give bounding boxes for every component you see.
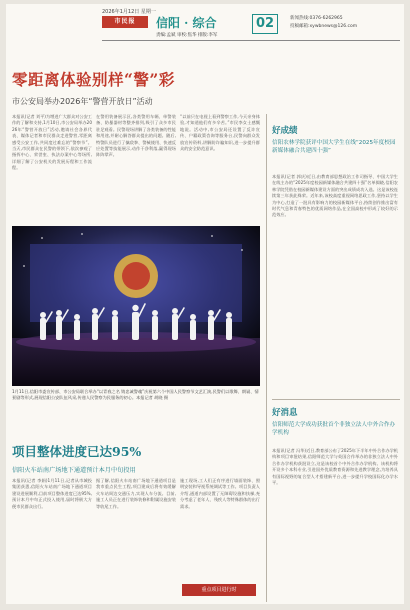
stage-scene-illustration [12,226,260,386]
page-number: 02 [252,14,278,34]
section-title: 信阳 · 综合 [156,16,217,30]
main-subheadline: 市公安局举办2026年“警营开放日”活动 [12,97,153,106]
right-column-divider [272,399,400,400]
good-results-heading: 好成绩 [272,126,298,136]
project-subheadline: 信阳火车站南广场地下通道预计本月中旬投用 [12,467,136,474]
good-news-article: 本报讯(记者 冯华)近日,教育部公布了2025年下半年中外合作办学机构和项目审批结果,信阳师范大学与英国合作举办的非独立法人中外合作办学机构获批设立,这是该校首个中外合作办学机构。该机构将开设多个本科专业,引进国外优质教育资源和先进教学理念,为培养具有国际视野的复合型人才搭建新平台,进一步提升学校国际化办学水平。 [272,448,398,486]
main-article-col-3: “以前只在电视上看到警察工作,今天亲身体验,才知道他们有多辛苦。”市民李女士感慨地说。活动中,市公安局还设置了反诈宣传、户籍政策咨询等服务台,民警向群众发放宣传资料,讲解防诈骗知识,进一步提升群众的安全防范意识。 [180,114,260,152]
main-article-col-2: 在警用装备展示区,各类警用车辆、单警装备、防暴器材等整齐排列,吸引了众多市民驻足观看。民警现场讲解了各类装备的性能和用途,并耐心解答群众提出的问题。随后,特警队员进行了擒敌拳、警械使用、快速反应处置等技能展示,动作干净利落,赢得现场阵阵掌声。 [96,114,176,158]
column-divider [266,114,267,602]
main-headline: 零距离体验别样“警”彩 [12,70,175,89]
issue-date: 2026年1月12日 星期一 [102,9,156,15]
project-article-col-1: 本报讯(记者 李娟)1月11日,记者从市城投集团获悉,信阳火车站南广场地下通道项目建设进展顺利,目前项目整体进度已达95%,预计本月中旬正式投入使用,届时将极大方便市民群众出行。 [12,478,92,509]
good-news-heading: 好消息 [272,408,298,418]
newspaper-logo: 市民报 [102,16,148,28]
photo-caption: 1月11日,信阳市委宣传部、市公安局联合举办“以青春之名 铸忠诚警魂”庆祝第六个中国人民警察节文艺汇演,民警们以歌舞、朗诵、情景剧等形式,展现信阳公安队伍风采,传递人民警察为民服务的初心。本报记者 胡晓 摄 [12,389,259,401]
main-article-col-1: 本报讯(记者 刘平)为增进广大群众对公安工作的了解和支持,1月10日,市公安局举办2026年“警营开放日”活动,邀请社会各界代表、媒体记者和市民群众走进警营,零距离感受公安工作,共同度过难忘的“警察节”。当天,市民群众在民警的带领下,依次参观了指挥中心、荣誉室、执法办案中心等场所,详细了解了公安机关的发展历程和工作流程。 [12,114,92,171]
good-results-subheadline: 信阳农林学院获评中国大学生在线“2025年度校园新媒体融合共建四十强” [272,140,396,154]
news-hotline: 新闻热线:0376-6262965 [290,16,343,21]
editor-credits: 责编:孟斌 审校:焦华 排版:李军 [156,33,218,38]
header-divider [102,40,400,41]
key-projects-banner: 重点项目进行时 [182,584,256,596]
project-article-col-3: 施工现场,工人们正有序进行墙面装饰、照明安装和导视系统调试等工作。项目负责人介绍,通道内部设置了无障碍设施和扶梯,充分考虑了老年人、残疾人等特殊群体的出行需求。 [180,478,260,509]
good-results-article: 本报讯(记者 郭庆)近日,由教育部思想政治工作司指导、中国大学生在线主办的“2025年度校园新媒体融合共建四十强”名单揭晓,信阳农林学院凭借在校园新媒体建设方面的突出成绩成功入选。这是该校连续第三年获此殊荣。近年来,该校高度重视网络思政工作,坚持以学生为中心,打造了一批具有影响力的校园新媒体平台,持续创作推出富有时代气息和青春特色的优质网络作品,在全国高校中形成了较好的示范效应。 [272,174,398,218]
project-article-col-2: 据了解,信阳火车站南广场地下通道项目是我市重点民生工程,项目建成后将有效缓解火车站周边交通压力,实现人车分流。目前,施工人员正在进行装饰装修和附属设施安装等收尾工作。 [96,478,176,509]
good-news-subheadline: 信阳师范大学成功获批首个非独立法人中外合作办学机构 [272,422,396,436]
newspaper-page [6,4,404,604]
stage-performance-photo [12,226,260,386]
contribution-email: 投稿邮箱:xywbnews@126.com [290,24,358,29]
project-headline: 项目整体进度已达95% [12,444,142,459]
